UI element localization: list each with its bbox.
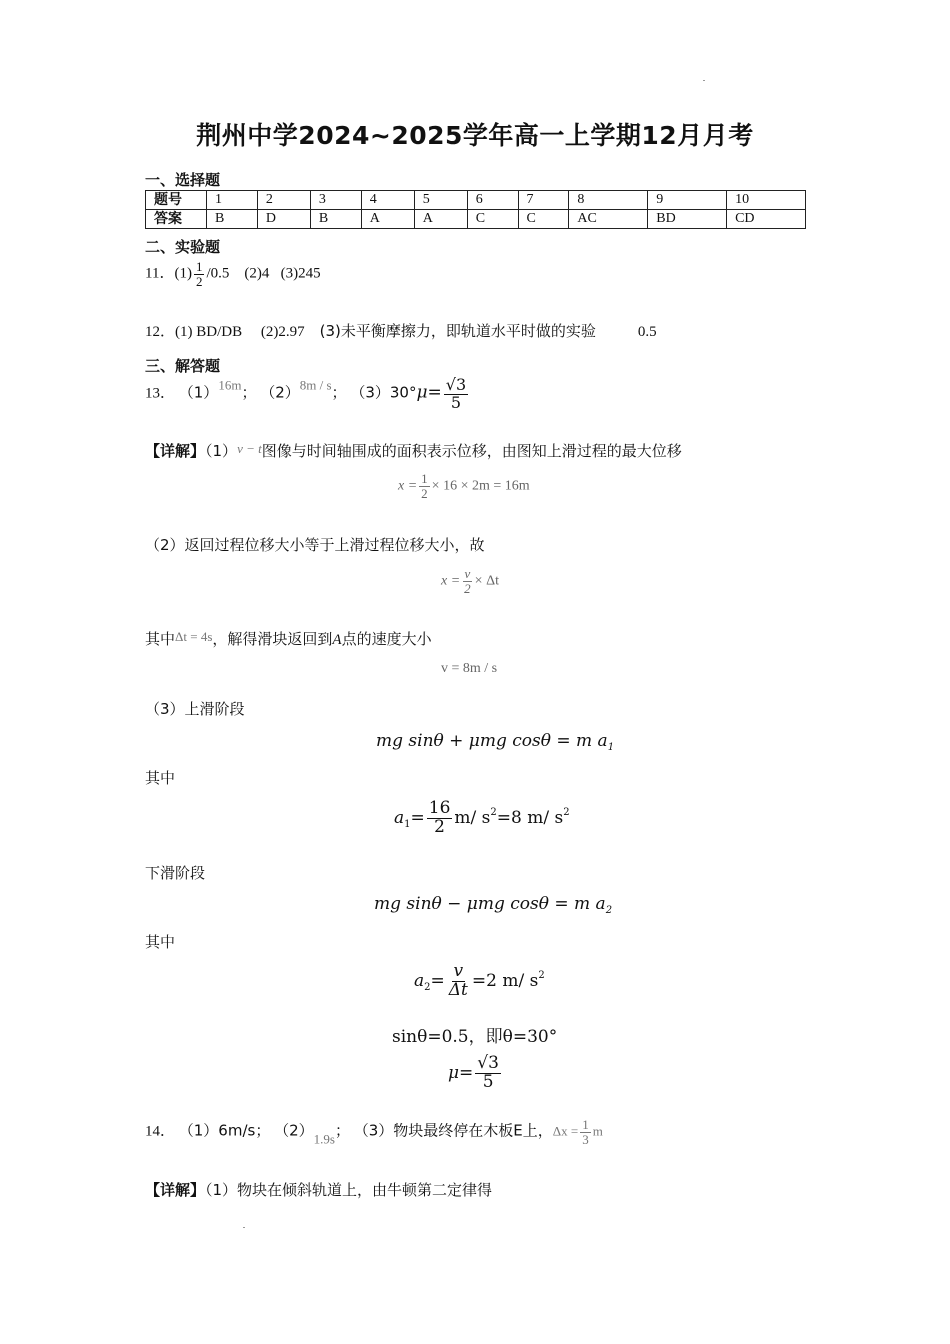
q13-detail-5: 下滑阶段 bbox=[145, 864, 206, 882]
table-cell: B bbox=[207, 210, 258, 229]
equation-displacement: x = $\frac{1}{2}$ × 16 × 2m = 16m bbox=[398, 471, 530, 501]
fraction: $\frac{v}{2}$ bbox=[464, 566, 471, 596]
question-number: 14． bbox=[145, 1123, 176, 1140]
table-cell: C bbox=[518, 210, 569, 229]
table-cell: C bbox=[467, 210, 518, 229]
q13-label-qizhong: 其中 bbox=[145, 933, 176, 951]
equation-return: x = $\frac{v}{2}$ × Δt bbox=[441, 566, 499, 596]
section-heading-solutions: 三、解答题 bbox=[145, 357, 221, 375]
table-cell: 5 bbox=[414, 191, 467, 210]
question-number: 13． bbox=[145, 385, 176, 402]
table-cell: B bbox=[310, 210, 361, 229]
equation-a1: $a_1=$ $\frac{16}{2}$ m/ $s^2=8$ m/ $s^2$ bbox=[394, 798, 570, 837]
answer-q12: 12．(1) BD/DB (2)2.97 (3)未平衡摩擦力，即轨道水平时做的实验 0.5 bbox=[145, 322, 657, 340]
table-cell: 题号 bbox=[146, 191, 207, 210]
table-cell: A bbox=[414, 210, 467, 229]
question-number: 11． bbox=[145, 265, 175, 282]
q14-detail-1: 【详解】（1）物块在倾斜轨道上，由牛顿第二定律得 bbox=[145, 1181, 493, 1199]
table-cell: 9 bbox=[648, 191, 727, 210]
q13-detail-3: 其中Δt = 4s，解得滑块返回到A点的速度大小 bbox=[145, 629, 432, 648]
table-cell: 7 bbox=[518, 191, 569, 210]
answer-table bbox=[145, 190, 806, 229]
scan-dot bbox=[243, 1227, 245, 1228]
section-heading-choice: 一、选择题 bbox=[145, 171, 221, 189]
table-cell: 3 bbox=[310, 191, 361, 210]
table-cell: 2 bbox=[257, 191, 310, 210]
q13-detail-1: 【详解】（1）v − t图像与时间轴围成的面积表示位移，由图知上滑过程的最大位移 bbox=[145, 441, 682, 460]
table-cell: 8 bbox=[569, 191, 648, 210]
fraction: $\frac{v}{\Delta t}$ bbox=[448, 961, 468, 1000]
table-cell: 答案 bbox=[146, 210, 207, 229]
fraction: $\frac{1}{2}$ bbox=[195, 259, 203, 289]
q13-label-qizhong: 其中 bbox=[145, 769, 176, 787]
fraction: $\frac{√3}{5}$ bbox=[445, 375, 467, 412]
equation-mu: μ= $\frac{√3}{5}$ bbox=[448, 1053, 499, 1092]
section-heading-experiment: 二、实验题 bbox=[145, 238, 221, 256]
answer-q14: 14． （1）6m/s； （2）1.9s； （3）物块最终停在木板E上，Δx = $\frac{1}{3}$ m bbox=[145, 1117, 603, 1147]
question-number: 12． bbox=[145, 324, 176, 340]
table-cell: CD bbox=[727, 210, 806, 229]
table-cell: 1 bbox=[207, 191, 258, 210]
q13-detail-2: （2）返回过程位移大小等于上滑过程位移大小，故 bbox=[145, 536, 485, 554]
fraction: $\frac{16}{2}$ bbox=[428, 798, 451, 837]
table-cell: D bbox=[257, 210, 310, 229]
fraction: $\frac{1}{2}$ bbox=[421, 471, 428, 501]
table-cell: 10 bbox=[727, 191, 806, 210]
table-cell: A bbox=[361, 210, 414, 229]
fraction: $\frac{√3}{5}$ bbox=[477, 1053, 499, 1092]
table-cell: 6 bbox=[467, 191, 518, 210]
equation-angle: sinθ=0.5，即θ=30° bbox=[392, 1027, 558, 1047]
equation-up-phase: mg sinθ + μmg cosθ = m $a_1$ bbox=[376, 731, 615, 753]
answer-q13: 13． （1）16m； （2）8m / s； （3）30°μ= $\frac{√3}{5}$ bbox=[145, 375, 467, 412]
q13-detail-4: （3）上滑阶段 bbox=[145, 700, 245, 718]
page-title: 荆州中学2024~2025学年高一上学期12月月考 bbox=[196, 121, 754, 150]
answer-q11: 11．(1) $\frac{1}{2}$ /0.5 (2)4 (3)245 bbox=[145, 259, 321, 289]
scan-dot bbox=[703, 80, 705, 81]
equation-down-phase: mg sinθ − μmg cosθ = m $a_2$ bbox=[374, 894, 613, 916]
equation-velocity: v = 8m / s bbox=[441, 661, 498, 676]
table-cell: BD bbox=[648, 210, 727, 229]
fraction: $\frac{1}{3}$ bbox=[582, 1117, 589, 1147]
table-cell: AC bbox=[569, 210, 648, 229]
table-row-question-numbers bbox=[146, 191, 806, 210]
table-row-answers bbox=[146, 210, 806, 229]
equation-a2: $a_2=$ $\frac{v}{\Delta t}$ =2 m/ $s^2$ bbox=[414, 961, 545, 1000]
table-cell: 4 bbox=[361, 191, 414, 210]
